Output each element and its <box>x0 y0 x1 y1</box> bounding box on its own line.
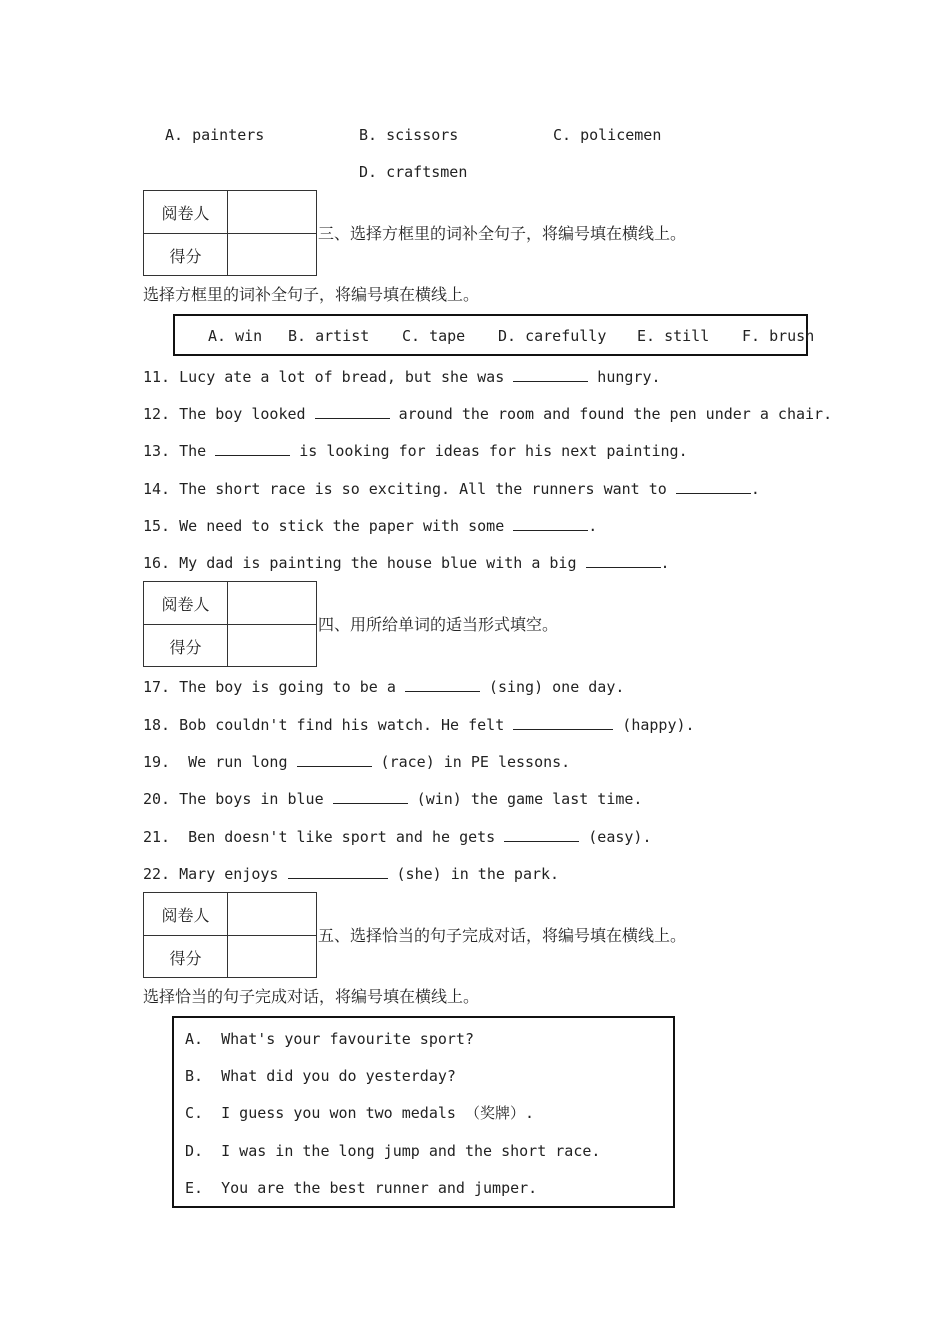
question-11: 11. Lucy ate a lot of bread, but she was hungry. <box>143 368 661 386</box>
section5-title: 五、选择恰当的句子完成对话，将编号填在横线上。 <box>318 926 687 945</box>
option-b: B. scissors <box>359 126 459 144</box>
answer-blank[interactable] <box>288 863 388 879</box>
question-12: 12. The boy looked around the room and found the pen under a chair. <box>143 405 833 423</box>
word-b: B. artist <box>288 327 370 345</box>
option-d: D. craftsmen <box>359 163 468 181</box>
section4-title: 四、用所给单词的适当形式填空。 <box>318 615 559 634</box>
answer-blank[interactable] <box>333 788 408 804</box>
section3-instruction: 选择方框里的词补全句子，将编号填在横线上。 <box>143 285 480 304</box>
question-17: 17. The boy is going to be a (sing) one day. <box>143 678 625 696</box>
dialogue-option-e: E. You are the best runner and jumper. <box>185 1179 538 1197</box>
reviewer-cell <box>228 191 316 233</box>
word-a: A. win <box>208 327 263 345</box>
score-table-3 <box>143 190 317 276</box>
score-cell <box>228 936 316 978</box>
answer-blank[interactable] <box>215 440 290 456</box>
answer-blank[interactable] <box>405 676 480 692</box>
question-13: 13. The is looking for ideas for his next painting. <box>143 442 688 460</box>
dialogue-option-a: A. What's your favourite sport? <box>185 1030 474 1048</box>
section5-instruction: 选择恰当的句子完成对话，将编号填在横线上。 <box>143 987 480 1006</box>
score-label: 得分 <box>144 625 228 667</box>
answer-blank[interactable] <box>586 552 661 568</box>
answer-blank[interactable] <box>315 403 390 419</box>
reviewer-label: 阅卷人 <box>144 893 228 935</box>
question-16: 16. My dad is painting the house blue with a big . <box>143 554 670 572</box>
answer-blank[interactable] <box>297 751 372 767</box>
dialogue-options-box <box>172 1016 675 1208</box>
answer-blank[interactable] <box>513 714 613 730</box>
word-d: D. carefully <box>498 327 607 345</box>
question-22: 22. Mary enjoys (she) in the park. <box>143 865 560 883</box>
option-a: A. painters <box>165 126 265 144</box>
question-19: 19. We run long (race) in PE lessons. <box>143 753 571 771</box>
answer-blank[interactable] <box>504 826 579 842</box>
score-table-5 <box>143 892 317 978</box>
dialogue-option-b: B. What did you do yesterday? <box>185 1067 456 1085</box>
question-15: 15. We need to stick the paper with some . <box>143 517 598 535</box>
section3-title: 三、选择方框里的词补全句子，将编号填在横线上。 <box>318 224 687 243</box>
reviewer-cell <box>228 582 316 624</box>
question-14: 14. The short race is so exciting. All the runners want to . <box>143 480 760 498</box>
score-table-4 <box>143 581 317 667</box>
answer-blank[interactable] <box>513 515 588 531</box>
reviewer-cell <box>228 893 316 935</box>
answer-blank[interactable] <box>676 478 751 494</box>
answer-blank[interactable] <box>513 366 588 382</box>
reviewer-label: 阅卷人 <box>144 582 228 624</box>
question-18: 18. Bob couldn't find his watch. He felt (happy). <box>143 716 695 734</box>
word-f: F. brush <box>742 327 815 345</box>
word-box <box>173 314 815 356</box>
reviewer-label: 阅卷人 <box>144 191 228 233</box>
option-c: C. policemen <box>553 126 662 144</box>
question-21: 21. Ben doesn't like sport and he gets (easy). <box>143 828 652 846</box>
question-20: 20. The boys in blue (win) the game last time. <box>143 790 643 808</box>
score-label: 得分 <box>144 936 228 978</box>
word-c: C. tape <box>402 327 466 345</box>
score-cell <box>228 625 316 667</box>
word-e: E. still <box>637 327 710 345</box>
score-cell <box>228 234 316 276</box>
score-label: 得分 <box>144 234 228 276</box>
dialogue-option-d: D. I was in the long jump and the short race. <box>185 1142 601 1160</box>
dialogue-option-c: C. I guess you won two medals （奖牌）. <box>185 1104 534 1122</box>
